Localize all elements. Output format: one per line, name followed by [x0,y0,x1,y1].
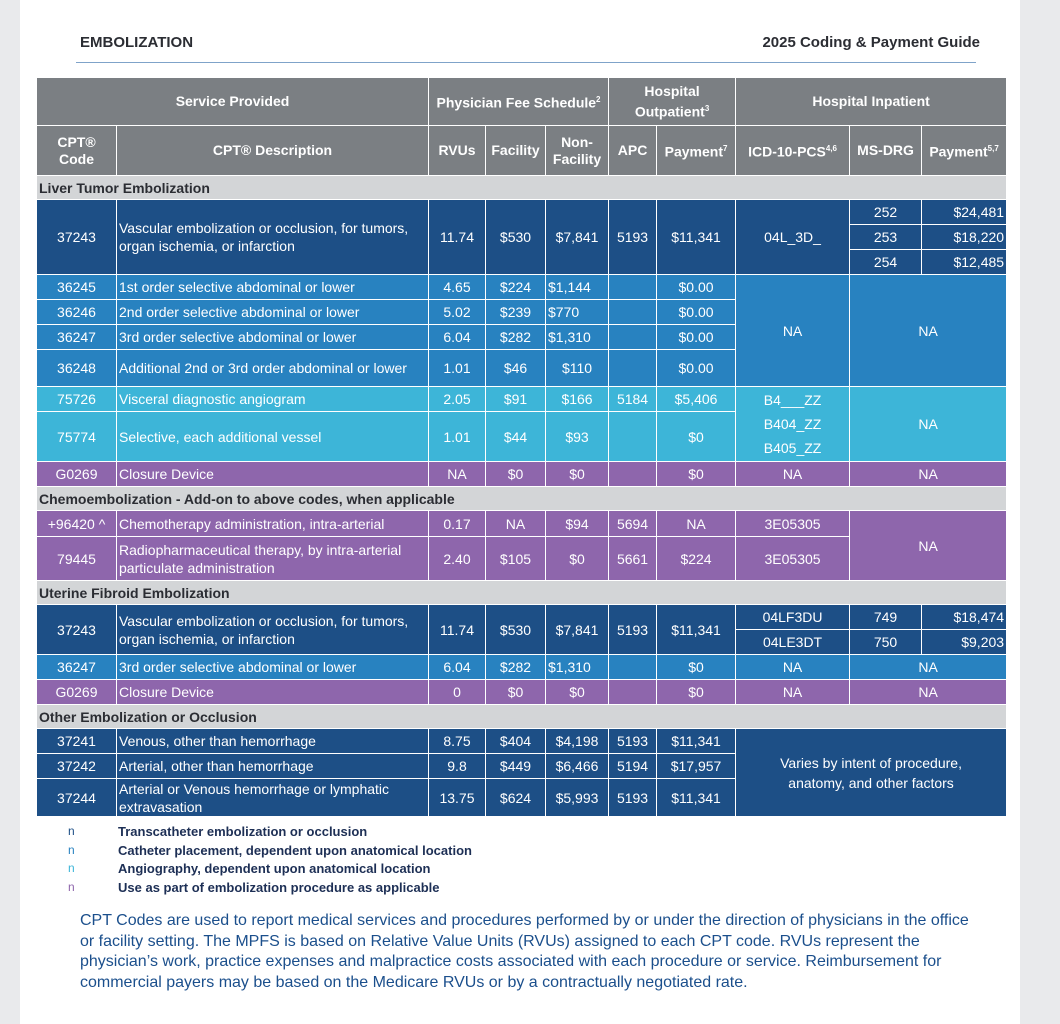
guide-title: 2025 Coding & Payment Guide [762,34,980,51]
angio-icd-codes: B4___ZZ B404_ZZ B405_ZZ [736,387,850,462]
physician-fee-header: Physician Fee Schedule$^2$ [429,78,609,126]
table-row: 36247 3rd order selective abdominal or lower 6.04 $282 $1,310 $0.00 [37,325,1007,350]
guide-page: EMBOLIZATION 2025 Coding & Payment Guide Service Provided Physician Fee Schedule$^2$ Hospital Outpatient$^3$ Hospital Inpatient CPT® Code CPT® Description RVUs Facility Non-Facility APC Payment$^7$ ICD-10-PCS$^{4,6}$ MS-DRG Payment$^{5,7}$ Liver Tumor Embolization 37243 Vascular embolization or occlusion, for tumors, organ ischemia, or infarction 11.74 $530 $7,841 5193 $11,341 04L_3D_ 252 $24,481 253 $18,220 254 $12,485 36245 1st order selective abdominal or lower 4.65 $224 $1,144 $0.00 NA NA 36246 2nd order selective abdominal or lower 5.02 $239 $770 $0.00 36247 3rd order selective abdominal or lower 6.04 $282 $1,310 $0.00 36248 Additional 2nd or 3rd order abdominal or lower 1.01 $46 $110 $0.00 75726 Visceral diagnostic angiogram 2.05 $91 $166 5184 $5,406 B4___ZZ B404_ZZ B405_ZZ NA 75774 Selective, each additional vessel 1.01 $44 $93 $0 G0269 Closure Device NA $0 $0 $0 NA NA Chemoembolization - Add-on to above codes, when applicable +96420 ^ Chemotherapy administration, intra-arterial 0.17 NA $94 5694 NA 3E05305 NA 79445 Radiopharmaceutical therapy, by intra-arterial particulate administration 2.40 $105 $0 5661 $224 3E05305 Uterine Fibroid Embolization 37243 Vascular embolization or occlusion, for tumors, organ ischemia, or infarction 11.74 $530 $7,841 5193 $11,341 04LF3DU 749 $18,474 04LE3DT 750 $9,203 36247 3rd order selective abdominal or lower 6.04 $282 $1,310 $0 NA NA G0269 Closure Device 0 $0 $0 $0 NA NA Other Embolization or Occlusion 37241 Venous, other than hemorrhage 8.75 $404 $4,198 5193 $11,341 Varies by intent of procedure, anatomy, and other factors 37242 Arterial, other than hemorrhage 9.8 $449 $6,466 5194 $17,957 37244 Arterial or Venous hemorrhage or lymphatic extravasation 13.75 $624 $5,993 5193 $11,341 n Transcatheter embolization or occlusion n Catheter placement, dependent upon anatomical location n Angiography, dependent upon anatomical location n Use as part of embolization procedure as applicable CPT Codes are used to report medical services and procedures performed by or under the direction of physicians in the office or facility setting. The MPFS is based on Relative Value Units (RVUs) assigned to each CPT code. RVUs represent the physician’s work, practice expenses and malpractice costs associated with each procedure or service. Reimbursement for commercial payers may be based on the Medicare RVUs or by a contractually negotiated rate. [20,0,1020,1024]
icd-na: NA [736,275,850,387]
hospital-inpatient-header: Hospital Inpatient [736,78,1007,126]
col-non-facility: Non-Facility [546,126,609,176]
table-row: G0269 Closure Device NA $0 $0 $0 NA NA [37,462,1007,487]
table-row: 37242 Arterial, other than hemorrhage 9.8 $449 $6,466 5194 $17,957 [37,754,1007,779]
chemo-inpatient-na: NA [850,511,1007,581]
bullet-icon: n [68,842,75,857]
section-other: Other Embolization or Occlusion [37,705,1007,729]
col-facility: Facility [486,126,546,176]
col-apc: APC [609,126,657,176]
table-row: 37241 Venous, other than hemorrhage 8.75 $404 $4,198 5193 $11,341 Varies by intent of procedure, anatomy, and other factors [37,729,1007,754]
table-row: 36247 3rd order selective abdominal or lower 6.04 $282 $1,310 $0 NA NA [37,655,1007,680]
varies-note: Varies by intent of procedure, anatomy, and other factors [736,729,1007,817]
bullet-icon: n [68,861,75,875]
col-rvus: RVUs [429,126,486,176]
table-row: 37243 Vascular embolization or occlusion, for tumors, organ ischemia, or infarction 11.74 $530 $7,841 5193 $11,341 04L_3D_ 252 $24,481 [37,200,1007,225]
table-row: 36248 Additional 2nd or 3rd order abdominal or lower 1.01 $46 $110 $0.00 [37,350,1007,387]
table-row: 36246 2nd order selective abdominal or lower 5.02 $239 $770 $0.00 [37,300,1007,325]
table-row: +96420 ^ Chemotherapy administration, intra-arterial 0.17 NA $94 5694 NA 3E05305 NA [37,511,1007,537]
col-inpatient-payment: Payment$^{5,7}$ [922,126,1007,176]
section-chemo: Chemoembolization - Add-on to above codes, when applicable [37,487,1007,511]
bullet-icon: n [68,824,75,838]
coding-table: Service Provided Physician Fee Schedule$^2$ Hospital Outpatient$^3$ Hospital Inpatient CPT® Code CPT® Description RVUs Facility Non-Facility APC Payment$^7$ ICD-10-PCS$^{4,6}$ MS-DRG Payment$^{5,7}$ Liver Tumor Embolization 37243 Vascular embolization or occlusion, for tumors, organ ischemia, or infarction 11.74 $530 $7,841 5193 $11,341 04L_3D_ 252 $24,481 253 $18,220 254 $12,485 36245 1st order selective abdominal or lower 4.65 $224 $1,144 $0.00 NA NA 36246 2nd order selective abdominal or lower 5.02 $239 $770 $0.00 36247 3rd order selective abdominal or lower 6.04 $282 $1,310 $0.00 36248 Additional 2nd or 3rd order abdominal or lower 1.01 $46 $110 $0.00 75726 Visceral diagnostic angiogram 2.05 $91 $166 5184 $5,406 B4___ZZ B404_ZZ B405_ZZ NA 75774 Selective, each additional vessel 1.01 $44 $93 $0 G0269 Closure Device NA $0 $0 $0 NA NA Chemoembolization - Add-on to above codes, when applicable +96420 ^ Chemotherapy administration, intra-arterial 0.17 NA $94 5694 NA 3E05305 NA 79445 Radiopharmaceutical therapy, by intra-arterial particulate administration 2.40 $105 $0 5661 $224 3E05305 Uterine Fibroid Embolization 37243 Vascular embolization or occlusion, for tumors, organ ischemia, or infarction 11.74 $530 $7,841 5193 $11,341 04LF3DU 749 $18,474 04LE3DT 750 $9,203 36247 3rd order selective abdominal or lower 6.04 $282 $1,310 $0 NA NA G0269 Closure Device 0 $0 $0 $0 NA NA Other Embolization or Occlusion 37241 Venous, other than hemorrhage 8.75 $404 $4,198 5193 $11,341 Varies by intent of procedure, anatomy, and other factors 37242 Arterial, other than hemorrhage 9.8 $449 $6,466 5194 $17,957 37244 Arterial or Venous hemorrhage or lymphatic extravasation 13.75 $624 $5,993 5193 $11,341 [36,77,1007,817]
bullet-icon: n [68,879,75,894]
angio-inpatient-na: NA [850,387,1007,462]
table-row: 75774 Selective, each additional vessel 1.01 $44 $93 $0 [37,412,1007,462]
table-row: 37244 Arterial or Venous hemorrhage or lymphatic extravasation 13.75 $624 $5,993 5193 $11,341 [37,779,1007,817]
section-liver: Liver Tumor Embolization [37,176,1007,200]
col-outpatient-payment: Payment$^7$ [657,126,736,176]
inpatient-na: NA [850,275,1007,387]
footnote-paragraph: CPT Codes are used to report medical services and procedures performed by or under the direction of physicians in the office or facility setting. The MPFS is based on Relative Value Units (RVUs) assigned to each CPT code. RVUs represent the physician’s work, practice expenses and malpractice costs associated with each procedure or service. Reimbursement for commercial payers may be based on the Medicare RVUs or by a contractually negotiated rate. [80,912,969,991]
table-row: 79445 Radiopharmaceutical therapy, by intra-arterial particulate administration 2.40 $105 $0 5661 $224 3E05305 [37,537,1007,581]
table-row: 36245 1st order selective abdominal or lower 4.65 $224 $1,144 $0.00 NA NA [37,275,1007,300]
service-provided-header: Service Provided [37,78,429,126]
table-row: 37243 Vascular embolization or occlusion, for tumors, organ ischemia, or infarction 11.74 $530 $7,841 5193 $11,341 04LF3DU 749 $18,474 [37,605,1007,630]
table-row: G0269 Closure Device 0 $0 $0 $0 NA NA [37,680,1007,705]
col-icd-10-pcs: ICD-10-PCS$^{4,6}$ [736,126,850,176]
section-title: EMBOLIZATION [80,34,194,51]
col-cpt-code: CPT® Code [37,126,117,176]
section-uterine: Uterine Fibroid Embolization [37,581,1007,605]
header-divider [76,62,976,63]
table-row: 75726 Visceral diagnostic angiogram 2.05 $91 $166 5184 $5,406 B4___ZZ B404_ZZ B405_ZZ NA [37,387,1007,412]
hospital-outpatient-header: Hospital Outpatient$^3$ [609,78,736,126]
col-ms-drg: MS-DRG [850,126,922,176]
col-cpt-description: CPT® Description [117,126,429,176]
